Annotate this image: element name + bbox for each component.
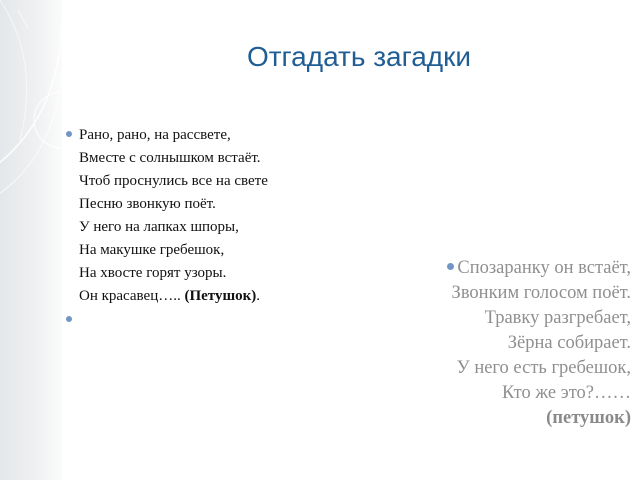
riddle-one-text [79,124,268,308]
riddle-answer: (Петушок) [184,288,257,304]
riddle-line: На макушке гребешок, [79,242,225,258]
riddle-two-line: Звонким голосом поёт. [451,283,631,303]
riddle-line: Вместе с солнышком встаёт. [79,150,261,166]
riddle-two-line: У него есть гребешок, [456,358,631,378]
bullet-icon [66,316,72,322]
riddle-line: На хвосте горят узоры. [79,265,227,281]
riddle-line: Рано, рано, на рассвете, [79,127,231,143]
riddle-two-line-text: Спозаранку он встаёт, [457,258,631,278]
riddle-line-prefix: Он красавец….. [79,288,181,304]
bullet-icon [447,263,454,270]
riddle-line: Чтоб проснулись все на свете [79,173,268,189]
riddle-two-line: Травку разгребает, [484,308,631,328]
slide-title: Отгадать загадки [246,41,472,72]
riddle-two-line: Кто же это?…… [502,383,631,403]
riddle-line: У него на лапках шпоры, [79,219,239,235]
riddle-two-line [351,256,631,281]
riddle-line-final [79,285,268,308]
riddle-two-line: Зёрна собирает. [507,333,631,353]
riddle-line: Песню звонкую поёт. [79,196,216,212]
riddle-line-suffix: . [256,288,261,304]
bullet-icon [66,131,72,137]
riddle-two [351,256,631,431]
riddle-two-answer: (петушок) [546,408,631,428]
